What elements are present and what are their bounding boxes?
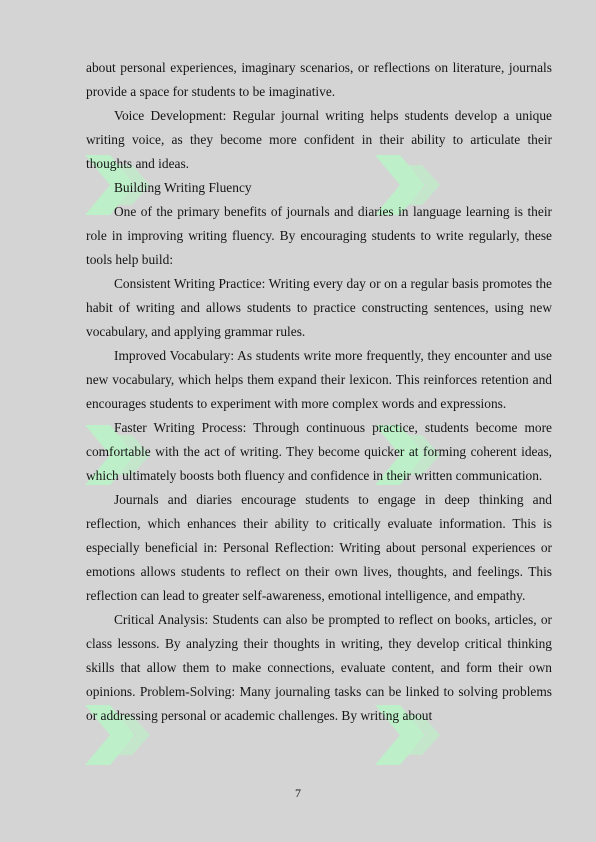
paragraph: Voice Development: Regular journal writing helps students develop a unique writing voice, as they become more confident in their ability to articulate their thoughts and ideas. bbox=[86, 108, 552, 171]
paragraph: about personal experiences, imaginary scenarios, or reflections on literature, journals provide a space for students to be imaginative. bbox=[86, 60, 552, 99]
page-number: 7 bbox=[295, 786, 301, 800]
paragraph: Journals and diaries encourage students to engage in deep thinking and reflection, which enhances their ability to critically evaluate information. This is especially beneficial in: Personal Reflection: Writing about personal experiences or emotions allows students to reflect on their own lives, thoughts, and feelings. This reflection can lead to greater self-awareness, emotional intelligence, and empathy. bbox=[86, 492, 552, 603]
paragraph: Consistent Writing Practice: Writing every day or on a regular basis promotes the habit of writing and allows students to practice constructing sentences, using new vocabulary, and applying grammar rules. bbox=[86, 276, 552, 339]
paragraph: One of the primary benefits of journals and diaries in language learning is their role in improving writing fluency. By encouraging students to write regularly, these tools help build: bbox=[86, 204, 552, 267]
body-text bbox=[86, 56, 552, 728]
paragraph: Faster Writing Process: Through continuous practice, students become more comfortable with the act of writing. They become quicker at forming coherent ideas, which ultimately boosts both fluency and confidence in their written communication. bbox=[86, 420, 552, 483]
section-heading: Building Writing Fluency bbox=[114, 180, 252, 195]
paragraph: Critical Analysis: Students can also be prompted to reflect on books, articles, or class lessons. By analyzing their thoughts in writing, they develop critical thinking skills that allow them to make connections, evaluate content, and form their own opinions. Problem-Solving: Many journaling tasks can be linked to solving problems or addressing personal or academic challenges. By writing about bbox=[86, 612, 552, 723]
paragraph: Improved Vocabulary: As students write more frequently, they encounter and use new vocabulary, which helps them expand their lexicon. This reinforces retention and encourages students to experiment with more complex words and expressions. bbox=[86, 348, 552, 411]
